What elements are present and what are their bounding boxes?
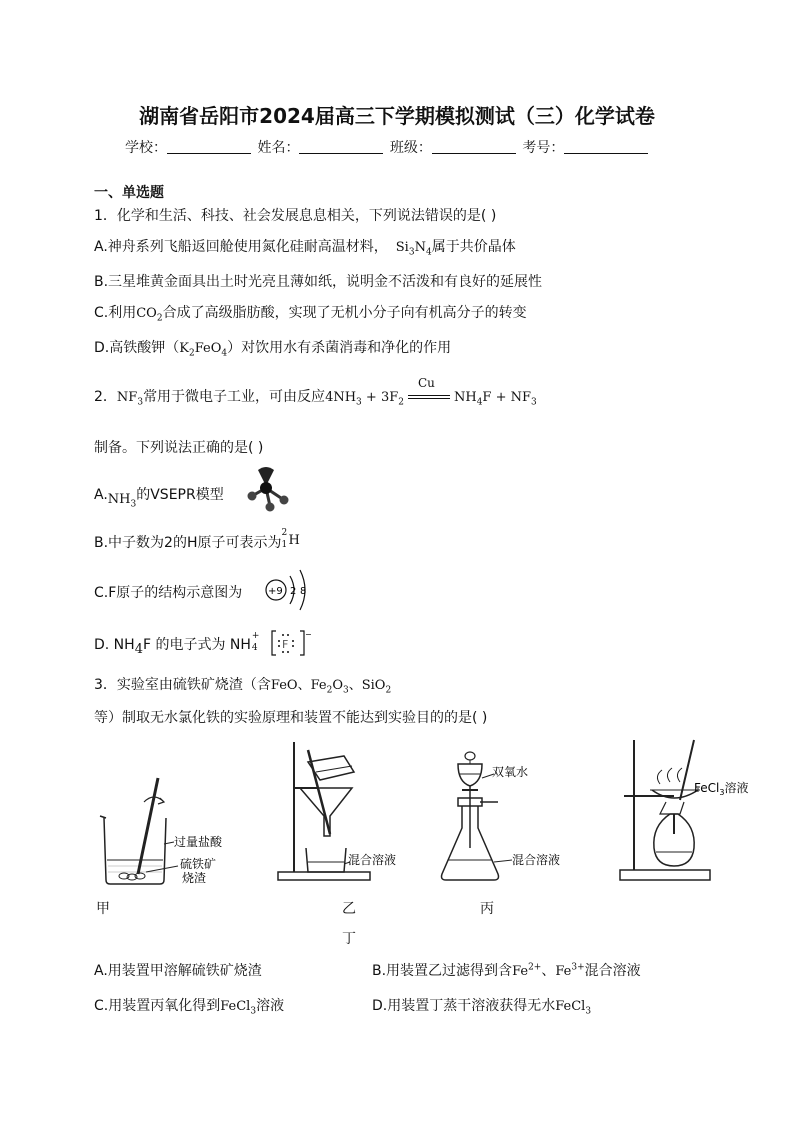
- q2-option-b: B.中子数为2的H原子可表示为 2 1 H: [94, 528, 300, 551]
- vsepr-model-image: [244, 466, 292, 512]
- apparatus-jia: [100, 778, 223, 885]
- q2-option-d: D. $NH_4F$ 的电子式为 NH + 4: [94, 631, 260, 657]
- class-blank: [432, 139, 516, 154]
- svg-text:双氧水: 双氧水: [492, 765, 529, 779]
- number-blank: [564, 139, 648, 154]
- q2-stem-2: 制备。下列说法正确的是( ): [94, 440, 264, 456]
- q3-stem: 3．实验室由硫铁矿烧渣（含FeO、$Fe_2O_3$、SiO$_2$: [94, 677, 392, 696]
- fecl3-label: FeCl$_3$溶液: [694, 781, 749, 797]
- q1-option-c: C.利用$CO_2$合成了高级脂肪酸，实现了无机小分子向有机高分子的转变: [94, 305, 527, 324]
- name-label: 姓名：: [257, 140, 300, 156]
- svg-text:混合溶液: 混合溶液: [512, 853, 561, 867]
- fluoride-electron-formula: [270, 628, 312, 658]
- school-blank: [167, 139, 251, 154]
- svg-text:烧渣: 烧渣: [182, 871, 207, 885]
- section-heading: 一、单选题: [94, 185, 164, 201]
- class-label: 班级：: [389, 140, 432, 156]
- svg-text:硫铁矿: 硫铁矿: [180, 857, 217, 871]
- svg-text:8: 8: [300, 586, 307, 597]
- q2-option-c: C.F原子的结构示意图为: [94, 585, 243, 601]
- svg-text:−: −: [305, 630, 312, 639]
- reaction-arrow: [406, 376, 452, 404]
- caption-bing: 丙: [480, 901, 494, 917]
- q2-option-a: $A.NH_3$的VSEPR模型: [94, 487, 224, 510]
- caption-jia: 甲: [96, 901, 110, 917]
- q1-option-a: A.神舟系列飞船返回舱使用氮化硅耐高温材料， $Si_3N_4$属于共价晶体: [94, 239, 516, 258]
- svg-text:过量盐酸: 过量盐酸: [174, 835, 223, 849]
- caption-yi: 乙: [342, 901, 356, 917]
- svg-text:F: F: [282, 638, 289, 651]
- q3-option-c: C.用装置丙氧化得到FeCl$_3$溶液: [94, 998, 285, 1017]
- q3-option-d: D.用装置丁蒸干溶液获得无水FeCl$_3$: [372, 998, 592, 1017]
- apparatus-bing: [442, 752, 561, 880]
- q1-option-b: B.三星堆黄金面具出土时光亮且薄如纸，说明金不活泼和有良好的延展性: [94, 274, 543, 290]
- q1-option-d: D.高铁酸钾$(K_2FeO_4)$对饮用水有杀菌消毒和净化的作用: [94, 340, 452, 359]
- q1-stem: 1．化学和生活、科技、社会发展息息相关，下列说法错误的是( ): [94, 208, 497, 224]
- svg-text:2: 2: [290, 586, 297, 597]
- apparatus-yi: [278, 742, 396, 880]
- q3-option-b: B.用装置乙过滤得到含$Fe^{2+}$、$Fe^{3+}$混合溶液: [372, 962, 641, 979]
- page-title: 湖南省岳阳市2024届高三下学期模拟测试（三）化学试卷: [139, 104, 655, 128]
- catalyst-label: Cu: [417, 376, 435, 390]
- name-blank: [299, 139, 383, 154]
- q2-stem: 2．$NF_3$常用于微电子工业，可由反应$4NH_3 + 3F_2$ Cu $NH_4F + NF_3$: [94, 376, 537, 408]
- school-label: 学校：: [125, 140, 167, 156]
- q3-option-a: A.用装置甲溶解硫铁矿烧渣: [94, 963, 262, 979]
- number-label: 考号：: [522, 140, 565, 156]
- svg-text:+9: +9: [268, 586, 283, 597]
- svg-text:混合溶液: 混合溶液: [348, 853, 397, 867]
- apparatus-figure: [94, 736, 794, 886]
- student-info-line: [125, 137, 650, 157]
- apparatus-ding: [620, 740, 748, 880]
- fluorine-atom-diagram: [262, 566, 314, 614]
- caption-ding: 丁: [342, 931, 356, 947]
- q3-stem-2: 等）制取无水氯化铁的实验原理和装置不能达到实验目的的是( ): [94, 710, 488, 726]
